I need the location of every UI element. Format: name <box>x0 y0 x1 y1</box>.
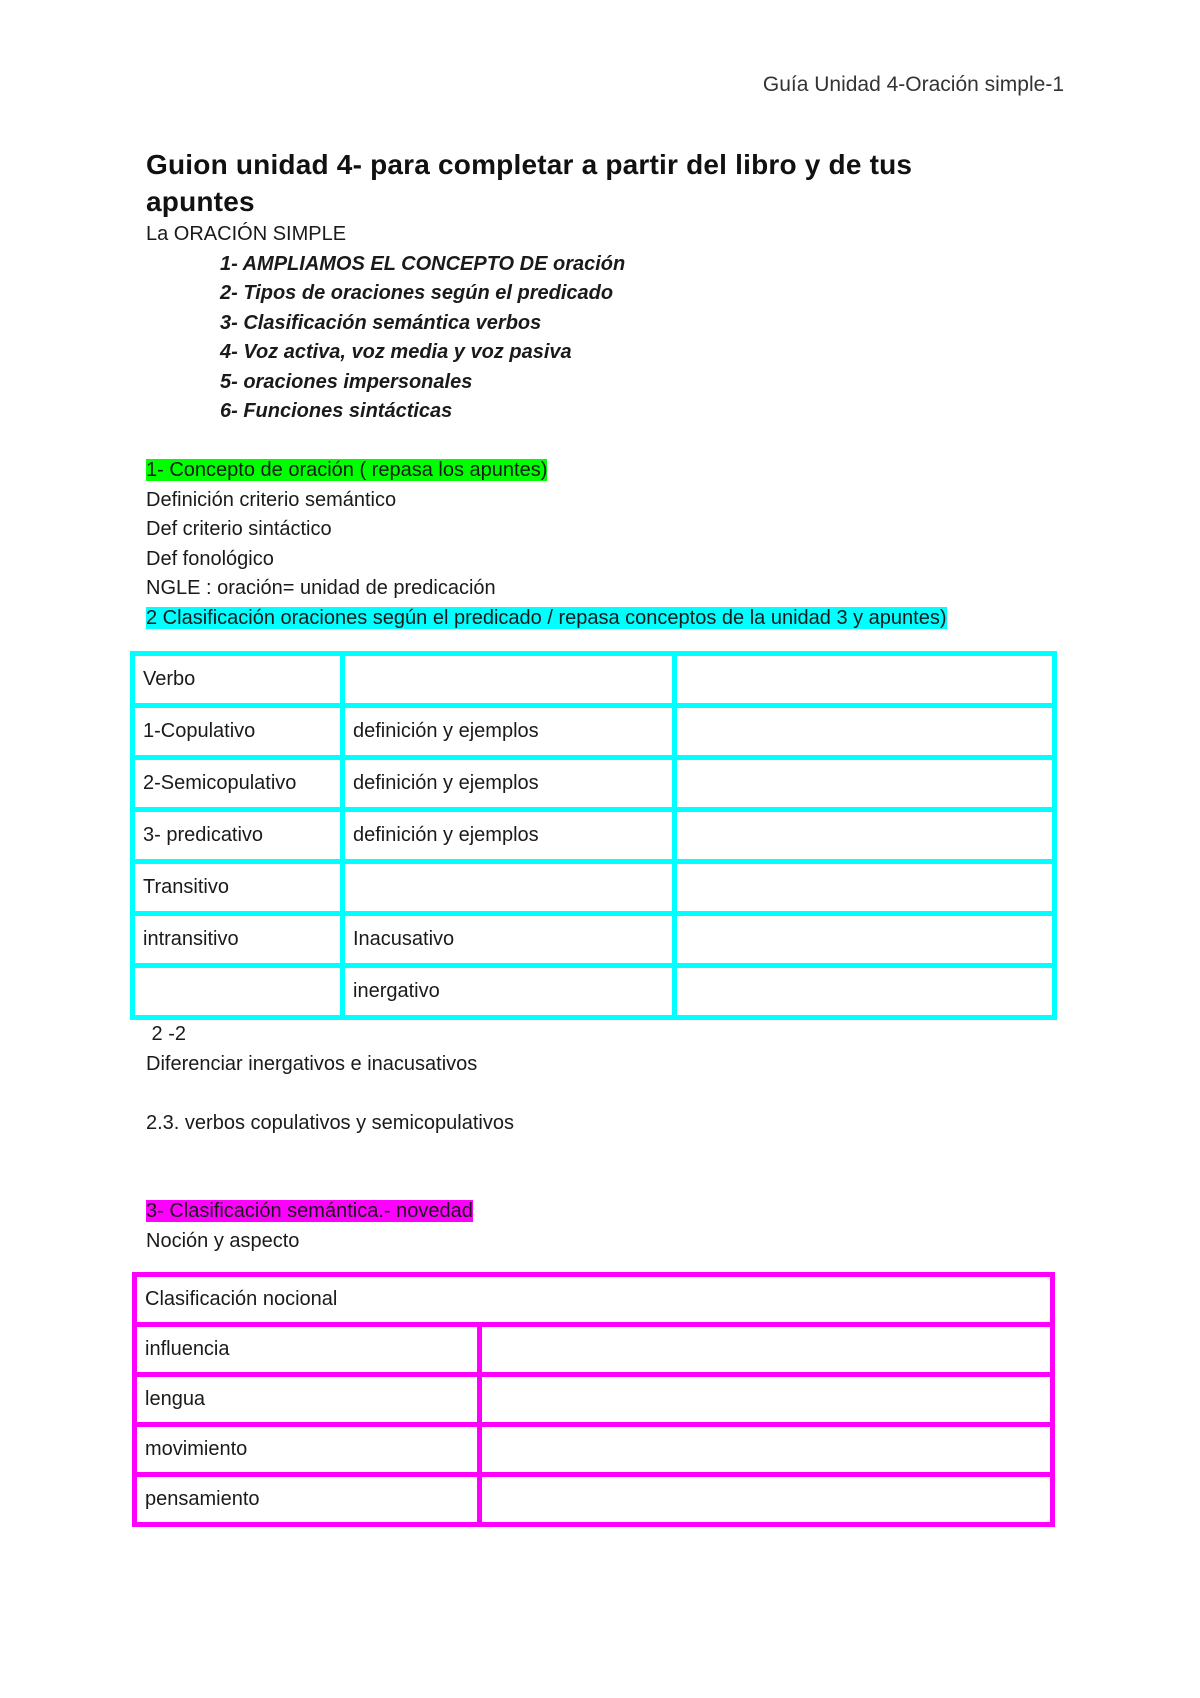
section-2-heading-text: 2 Clasificación oraciones según el predicado / repasa conceptos de la unidad 3 y apuntes) <box>146 606 947 629</box>
predicate-classification-table <box>130 651 1057 1020</box>
table-row <box>130 807 1057 859</box>
section-1-line: Def criterio sintáctico <box>146 518 332 540</box>
table-cell <box>672 963 1057 1020</box>
table-cell: 1-Copulativo <box>130 703 340 755</box>
table-cell: definición y ejemplos <box>340 703 672 755</box>
table-cell <box>130 963 340 1020</box>
table-cell: movimiento <box>132 1422 477 1472</box>
outline-item: 4- Voz activa, voz media y voz pasiva <box>220 341 572 363</box>
outline-item: 5- oraciones impersonales <box>220 370 473 393</box>
table-cell <box>340 859 672 911</box>
title-line-1: Guion unidad 4- para completar a partir del libro y de tus <box>146 149 913 180</box>
section-3-intro: Noción y aspecto <box>146 1229 300 1252</box>
subsection-2-3-text: 2.3. verbos copulativos y semicopulativos <box>146 1111 514 1134</box>
table-header-cell: Clasificación nocional <box>132 1272 1055 1322</box>
table-cell: Inacusativo <box>340 911 672 963</box>
spacer <box>146 427 1066 457</box>
outline-item: 3- Clasificación semántica verbos <box>220 311 542 334</box>
section-3-heading <box>146 1197 1066 1227</box>
table-row <box>130 963 1057 1020</box>
section-1-line: Def fonológico <box>146 547 274 570</box>
document-title <box>146 146 1066 220</box>
table-cell <box>672 755 1057 807</box>
table-row <box>130 703 1057 755</box>
spacer <box>146 1168 1066 1198</box>
table-row <box>132 1422 1055 1472</box>
subsection-2-2-label: 2 -2 <box>146 1023 187 1045</box>
table-cell <box>672 651 1057 703</box>
table-cell <box>340 651 672 703</box>
outline-item: 6- Funciones sintácticas <box>220 400 453 422</box>
subtitle: La ORACIÓN SIMPLE <box>146 223 347 245</box>
section-1-heading <box>146 456 1066 486</box>
table-row <box>130 755 1057 807</box>
table-row <box>132 1372 1055 1422</box>
title-line-2: apuntes <box>146 186 255 217</box>
table-cell: lengua <box>132 1372 477 1422</box>
table-cell: Transitivo <box>130 859 340 911</box>
table-header-row <box>132 1272 1055 1322</box>
table-cell <box>672 911 1057 963</box>
spacer <box>146 1138 1066 1168</box>
table-row <box>132 1472 1055 1527</box>
table-row <box>130 859 1057 911</box>
table-cell <box>672 859 1057 911</box>
outline-list <box>146 250 1066 427</box>
table-cell <box>477 1372 1055 1422</box>
table-cell: 3- predicativo <box>130 807 340 859</box>
outline-item: 1- AMPLIAMOS EL CONCEPTO DE oración <box>220 252 626 275</box>
table-cell: intransitivo <box>130 911 340 963</box>
table-cell <box>672 703 1057 755</box>
running-header: Guía Unidad 4-Oración simple-1 <box>762 73 1064 96</box>
table-row <box>130 651 1057 703</box>
table-row <box>132 1322 1055 1372</box>
table-cell: inergativo <box>340 963 672 1020</box>
spacer <box>146 1079 1066 1109</box>
table-cell: Verbo <box>130 651 340 703</box>
table-cell: definición y ejemplos <box>340 807 672 859</box>
table-cell: influencia <box>132 1322 477 1372</box>
table-cell <box>672 807 1057 859</box>
table-cell: pensamiento <box>132 1472 477 1527</box>
document-body <box>143 146 1066 1527</box>
notional-classification-table <box>132 1272 1055 1527</box>
section-1-line: Definición criterio semántico <box>146 488 397 511</box>
section-1-heading-text: 1- Concepto de oración ( repasa los apuntes) <box>146 459 548 481</box>
section-3-heading-text: 3- Clasificación semántica.- novedad <box>146 1200 473 1222</box>
table-cell <box>477 1472 1055 1527</box>
table-cell <box>477 1322 1055 1372</box>
table-cell: definición y ejemplos <box>340 755 672 807</box>
table-cell: 2-Semicopulativo <box>130 755 340 807</box>
table-cell <box>477 1422 1055 1472</box>
section-1-line: NGLE : oración= unidad de predicación <box>146 577 496 599</box>
outline-item: 2- Tipos de oraciones según el predicado <box>220 282 614 304</box>
table-row <box>130 911 1057 963</box>
subsection-2-2-text: Diferenciar inergativos e inacusativos <box>146 1052 478 1075</box>
section-2-heading <box>146 604 1066 634</box>
